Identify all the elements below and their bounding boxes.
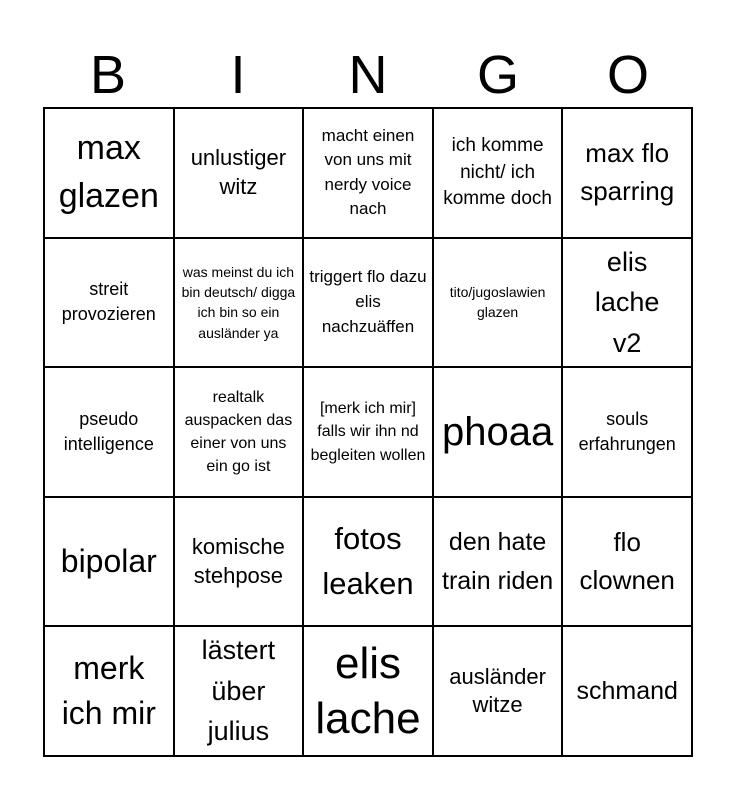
cell-text: streit provozieren xyxy=(61,279,156,325)
header-letter-o: O xyxy=(606,45,649,105)
cell-text: bipolar xyxy=(60,543,157,580)
bingo-cell[interactable] xyxy=(174,367,304,497)
bingo-board xyxy=(43,107,693,757)
bingo-cell[interactable] xyxy=(433,238,563,368)
cell-text: elis lache v2 xyxy=(594,246,660,358)
cell-text: phoaa xyxy=(441,409,554,454)
cell-text: lästert über julius xyxy=(201,635,276,747)
cell-text: flo clownen xyxy=(579,526,675,595)
bingo-cell[interactable] xyxy=(44,367,174,497)
bingo-header xyxy=(43,42,693,108)
bingo-cell[interactable] xyxy=(44,497,174,627)
cell-text: unlustiger witz xyxy=(190,145,287,199)
cell-text: triggert flo dazu elis nachzuäffen xyxy=(309,267,427,336)
cell-text: den hate train riden xyxy=(442,527,554,595)
cell-text: schmand xyxy=(576,676,678,705)
bingo-cell[interactable] xyxy=(562,108,692,238)
bingo-cell[interactable] xyxy=(433,626,563,756)
bingo-cell[interactable] xyxy=(174,497,304,627)
cell-text: pseudo intelligence xyxy=(63,408,154,454)
cell-text: [merk ich mir] falls wir ihn nd begleiten wollen xyxy=(310,400,426,464)
bingo-cell[interactable] xyxy=(44,108,174,238)
bingo-cell[interactable] xyxy=(44,626,174,756)
bingo-cell[interactable] xyxy=(44,238,174,368)
cell-text: souls erfahrungen xyxy=(578,408,676,454)
cell-text: ausländer witze xyxy=(449,663,546,718)
cell-text: macht einen von uns mit nerdy voice nach xyxy=(321,125,415,219)
bingo-cell[interactable] xyxy=(562,238,692,368)
header-letter-n: N xyxy=(348,45,388,105)
cell-text: komische stehpose xyxy=(191,534,285,588)
bingo-cell[interactable] xyxy=(562,367,692,497)
bingo-cell[interactable] xyxy=(174,626,304,756)
header-letter-b: B xyxy=(89,45,127,105)
bingo-cell[interactable] xyxy=(303,367,433,497)
cell-text: elis lache xyxy=(315,639,421,744)
cell-text: fotos leaken xyxy=(322,520,414,601)
cell-text: merk ich mir xyxy=(61,650,156,732)
bingo-cell[interactable] xyxy=(303,497,433,627)
header-letter-i: I xyxy=(230,45,246,105)
bingo-cell[interactable] xyxy=(433,108,563,238)
bingo-cell[interactable] xyxy=(433,497,563,627)
cell-text: tito/jugoslawien glazen xyxy=(449,284,546,321)
bingo-cell[interactable] xyxy=(562,497,692,627)
cell-text: max flo sparring xyxy=(580,138,675,206)
bingo-cell[interactable] xyxy=(174,108,304,238)
cell-text: max glazen xyxy=(58,129,159,215)
bingo-cell[interactable] xyxy=(433,367,563,497)
bingo-cell[interactable] xyxy=(174,238,304,368)
header-letter-g: G xyxy=(476,45,519,105)
bingo-cell[interactable] xyxy=(562,626,692,756)
cell-text: was meinst du ich bin deutsch/ digga ich bin so ein ausländer ya xyxy=(181,263,296,341)
bingo-cell[interactable] xyxy=(303,626,433,756)
bingo-cell[interactable] xyxy=(303,108,433,238)
cell-text: ich komme nicht/ ich komme doch xyxy=(443,134,552,210)
bingo-cell[interactable] xyxy=(303,238,433,368)
cell-text: realtalk auspacken das einer von uns ein go ist xyxy=(184,388,293,476)
